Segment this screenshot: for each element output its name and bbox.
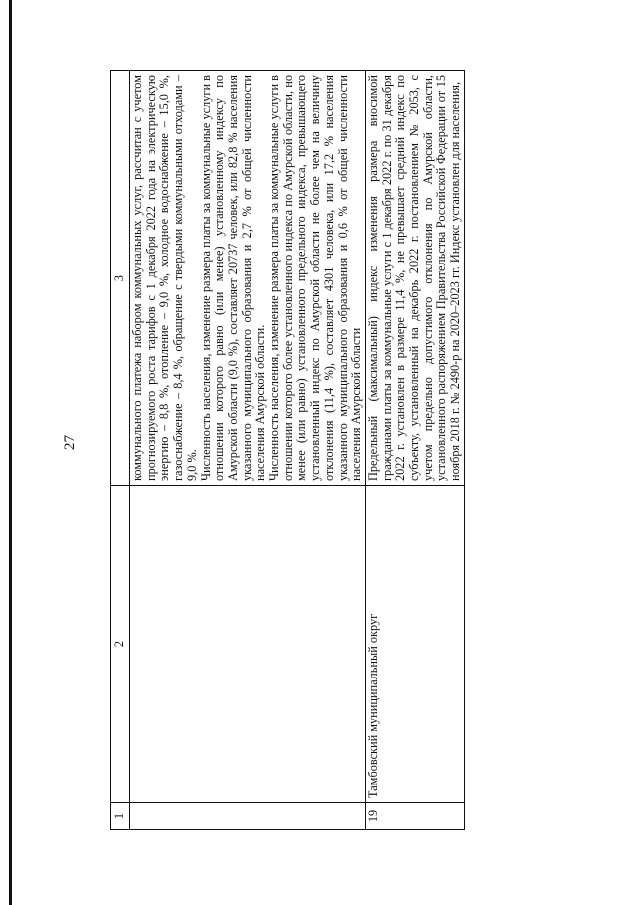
- header-col-1: 1: [111, 803, 130, 830]
- description-cell: Предельный (максимальный) индекс изменения размера вносимой гражданами платы за коммунальные услуги с 1 декабря 2022 г. по 31 декабря 2022 г. установлен в размере 11,4 %, не превышает средний индекс по субъекту, установленный на декабрь 2022 г. постановлением № 2053, с учетом предельно допустимого отклонения по Амурской области, установленного распоряжением Правительства Российской Федерации от 15 ноября 2018 г. № 2490-р на 2020–2023 гг. Индекс установлен для населения,: [365, 71, 464, 486]
- row-number-cell: [130, 803, 366, 830]
- municipality-cell: Тамбовский муниципальный округ: [365, 486, 464, 803]
- page-binding-line: [9, 0, 12, 905]
- row-number-cell: 19: [365, 803, 464, 830]
- table-row-19: [365, 71, 464, 830]
- table-row-continuation: [130, 71, 366, 830]
- paragraph: Численность населения, изменение размера платы за коммунальные услуги в отношении которого более установленного индекса по Амурской области, но менее (или равно) установленного предельного индекса, превышающего установленный индекс по Амурской области не более чем на величину отклонения (11,4 %), составляет 4301 человека, или 17,2 % населения указанного муниципального образования и 0,6 % от общей численности населения Амурской области: [267, 75, 364, 481]
- rotated-table-container: [110, 75, 580, 830]
- paragraph: коммунального платежа набором коммунальных услуг, рассчитан с учетом прогнозируемого роста тарифов с 1 декабря 2022 года на электрическую энергию – 8,8 %, отопление – 9,0 %, холодное водоснабжение – 15,0 %, газоснабжение – 8,4 %, обращение с твердыми коммунальными отходами – 9,0 %.: [130, 75, 199, 481]
- header-col-3: 3: [111, 71, 130, 486]
- data-table: [110, 70, 465, 830]
- paragraph: Численность населения, изменение размера платы за коммунальные услуги в отношении которого равно (или менее) установленному индексу по Амурской области (9,0 %), составляет 20737 человек, или 82,8 % населения указанного муниципального образования и 2,7 % от общей численности населения Амурской области.: [198, 75, 268, 481]
- header-col-2: 2: [111, 486, 130, 803]
- description-cell: [130, 71, 366, 486]
- municipality-cell: [130, 486, 366, 803]
- table-header-row: [111, 71, 130, 830]
- page-number: 27: [62, 435, 78, 450]
